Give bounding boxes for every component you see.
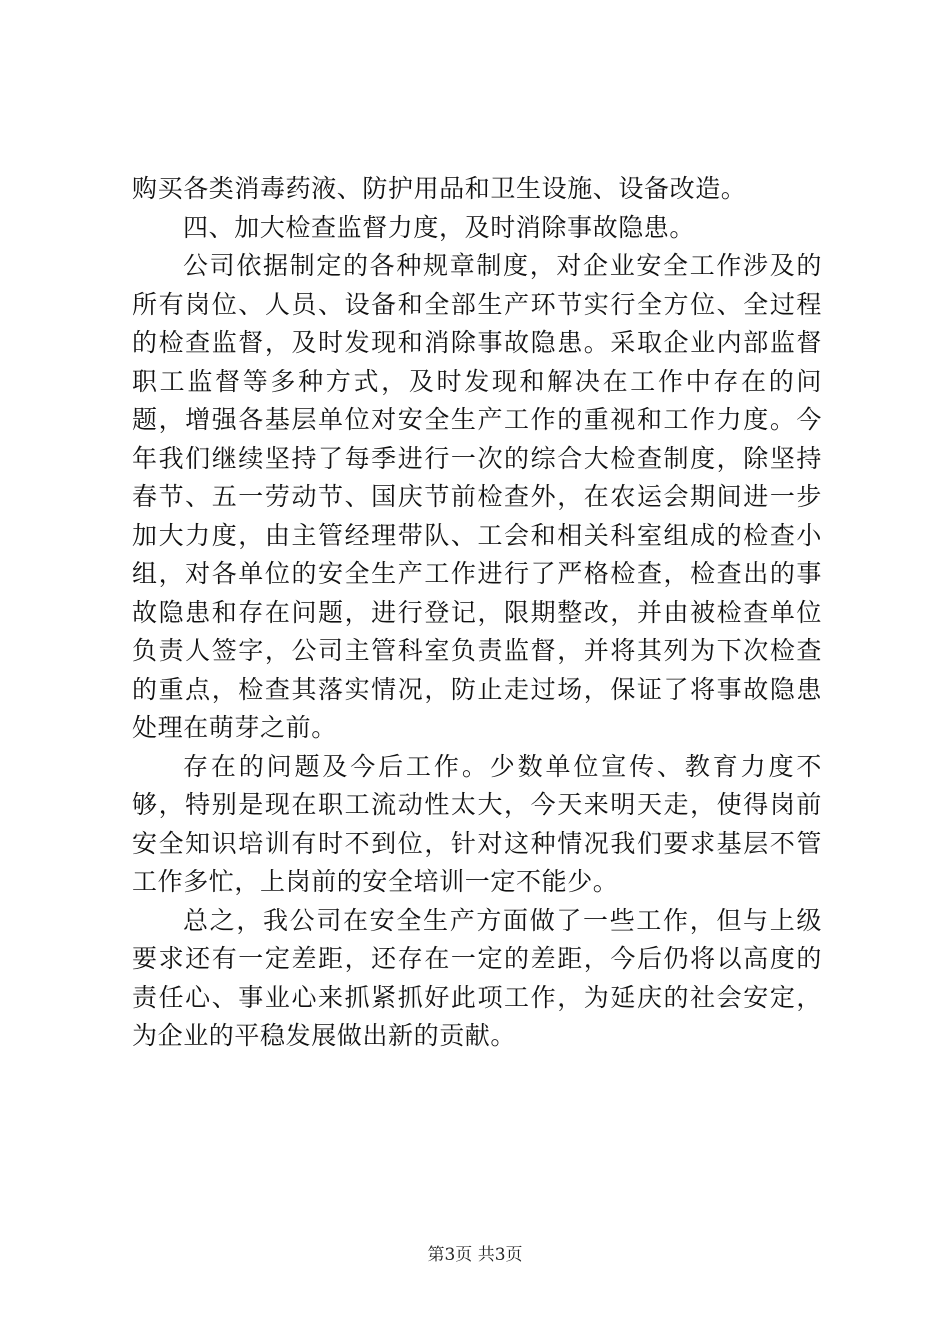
- section-heading: 四、加大检查监督力度，及时消除事故隐患。: [183, 212, 696, 242]
- page-number-footer: 第3页 共3页: [427, 1245, 523, 1265]
- document-body: [132, 170, 822, 1056]
- paragraph-continuation: 购买各类消毒药液、防护用品和卫生设施、设备改造。: [132, 174, 747, 203]
- paragraph-inspection: 公司依据制定的各种规章制度，对企业安全工作涉及的所有岗位、人员、设备和全部生产环节实行全方位、全过程的检查监督，及时发现和消除事故隐患。采取企业内部监督职工监督等多种方式，及时发现和解决在工作中存在的问题，增强各基层单位对安全生产工作的重视和工作力度。今年我们继续坚持了每季进行一次的综合大检查制度，除坚持春节、五一劳动节、国庆节前检查外，在农运会期间进一步加大力度，由主管经理带队、工会和相关科室组成的检查小组，对各单位的安全生产工作进行了严格检查，检查出的事故隐患和存在问题，进行登记，限期整改，并由被检查单位负责人签字，公司主管科室负责监督，并将其列为下次检查的重点，检查其落实情况，防止走过场，保证了将事故隐患处理在萌芽之前。: [132, 251, 822, 742]
- paragraph-problems: 存在的问题及今后工作。少数单位宣传、教育力度不够，特别是现在职工流动性太大，今天来明天走，使得岗前安全知识培训有时不到位，针对这种情况我们要求基层不管工作多忙，上岗前的安全培训一定不能少。: [132, 751, 822, 896]
- paragraph-summary: 总之，我公司在安全生产方面做了一些工作，但与上级要求还有一定差距，还存在一定的差距，今后仍将以高度的责任心、事业心来抓紧抓好此项工作，为延庆的社会安定，为企业的平稳发展做出新的贡献。: [132, 905, 822, 1050]
